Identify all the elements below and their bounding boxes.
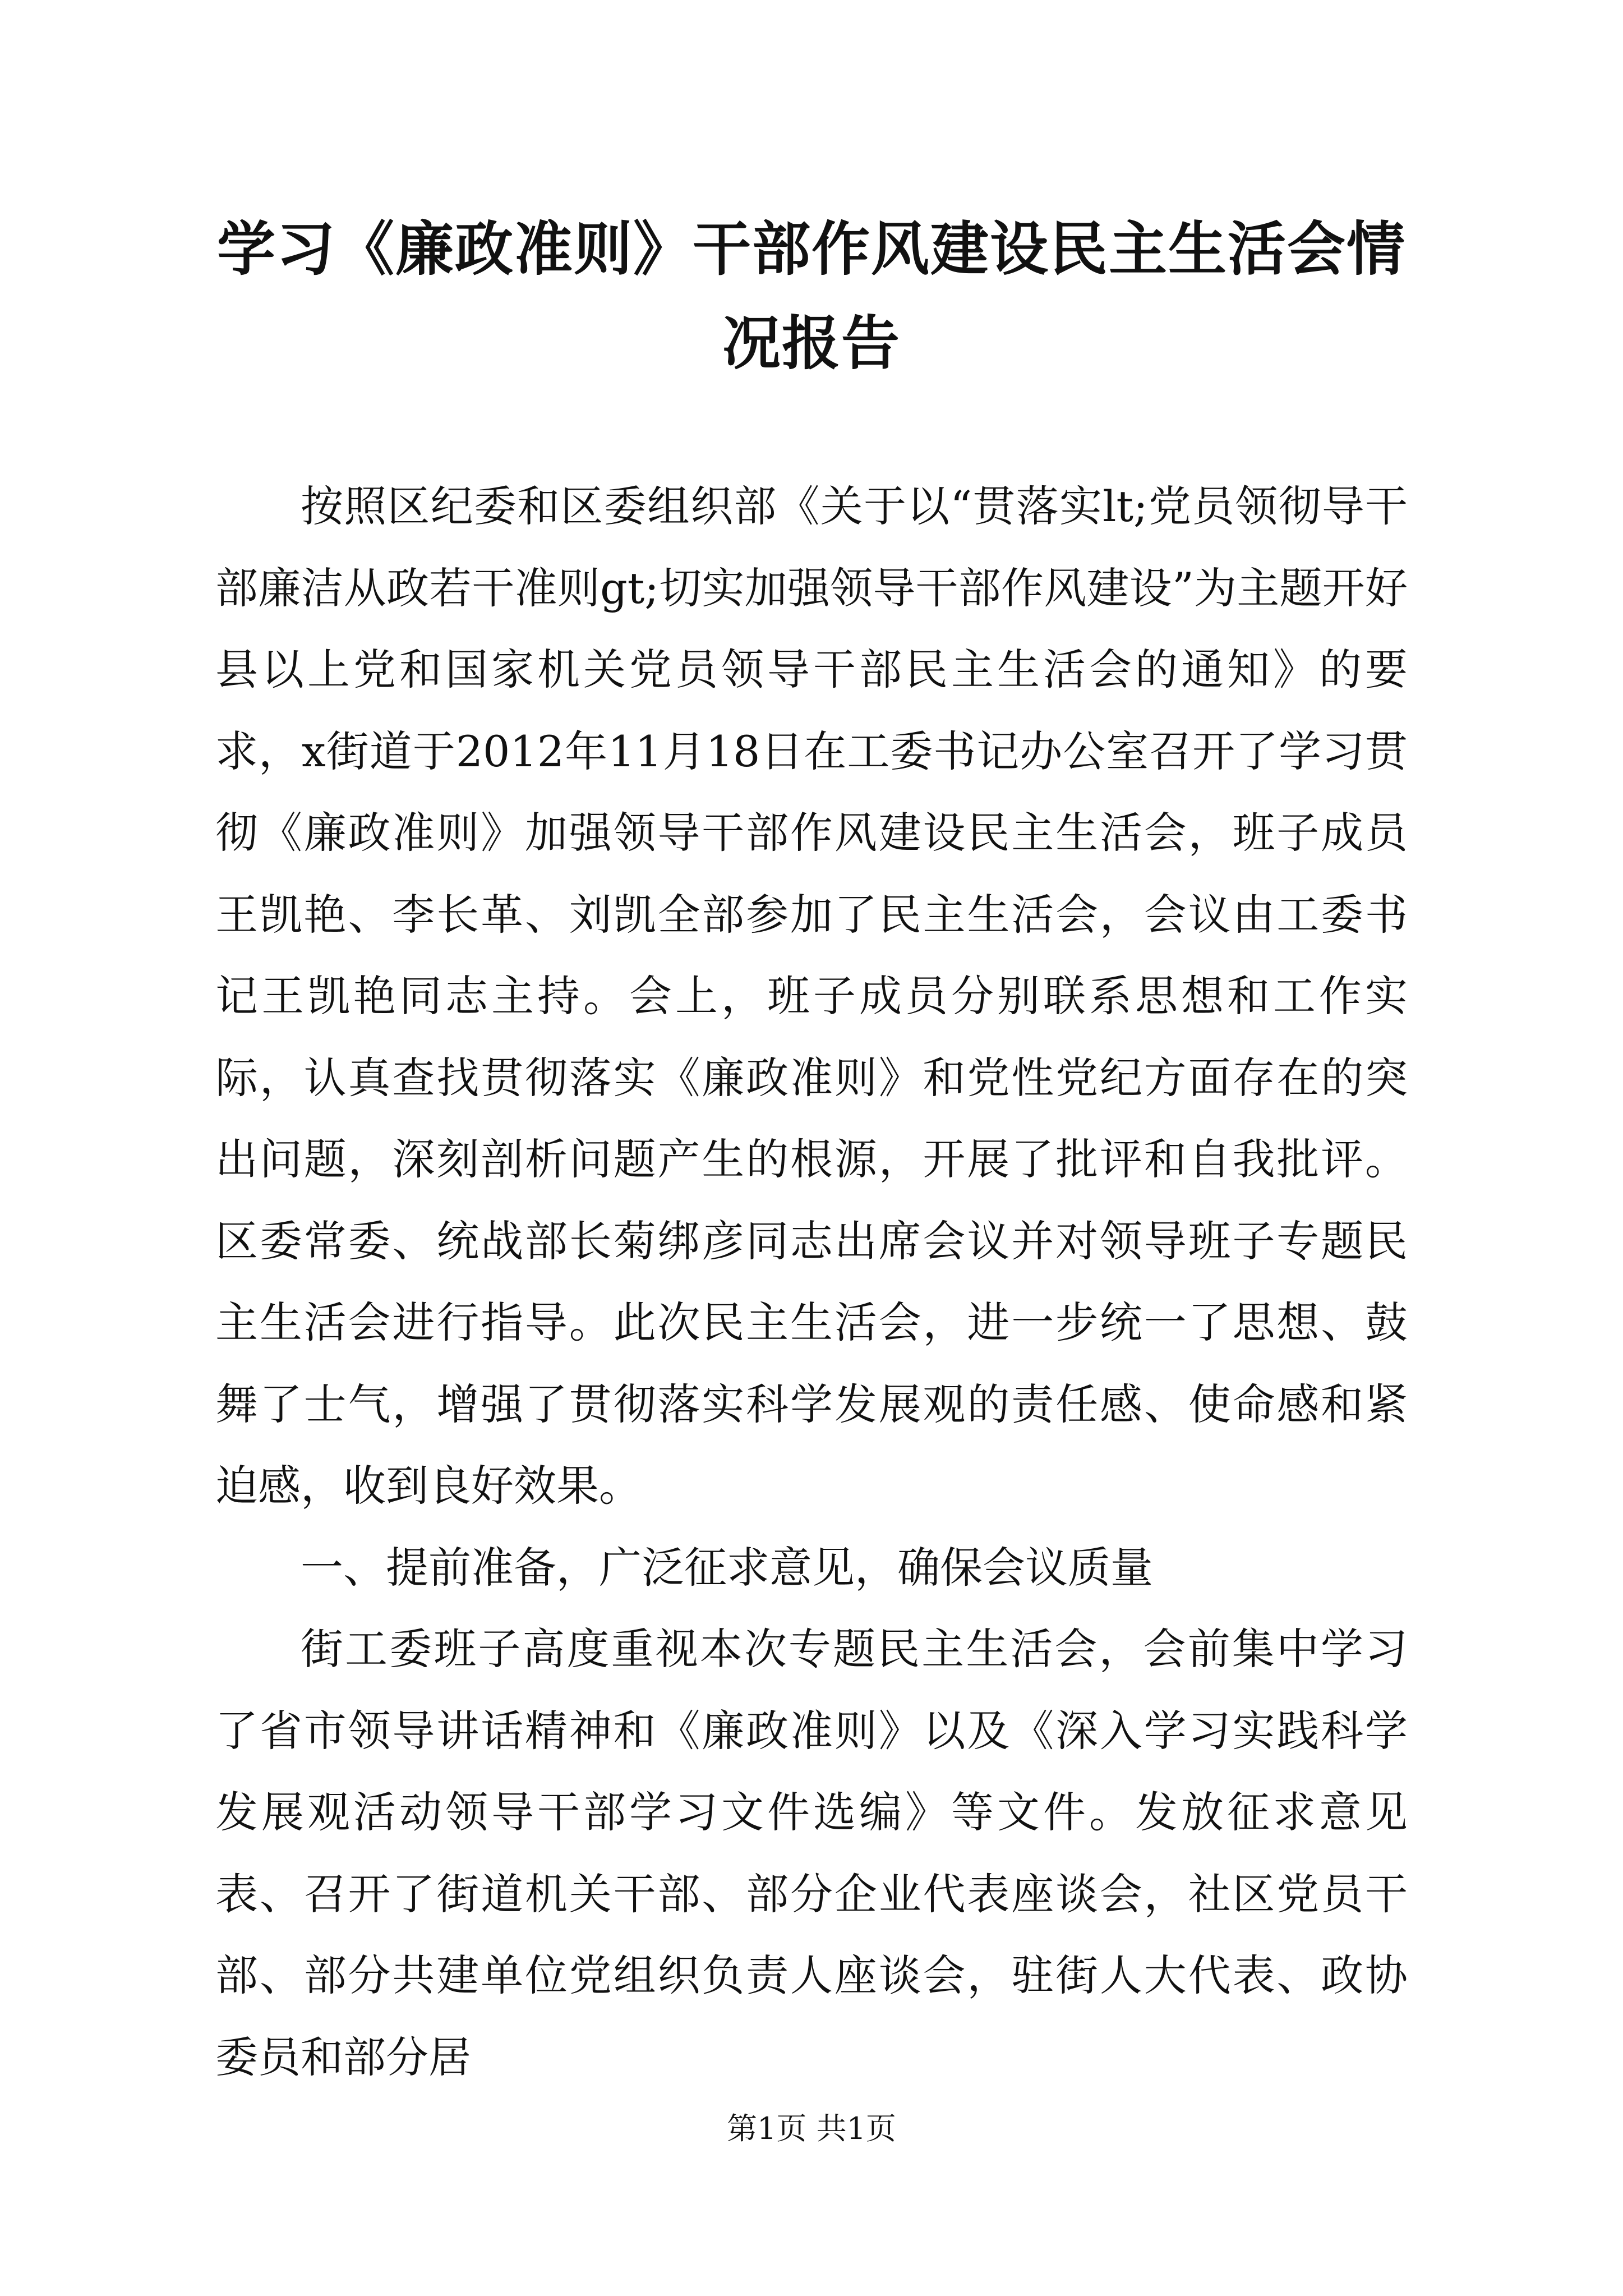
paragraph-intro: 按照区纪委和区委组织部《关于以“贯落实lt;党员领彻导干部廉洁从政若干准则gt;切实加强领导干部作风建设”为主题开好县以上党和国家机关党员领导干部民主生活会的通知》的要求，x街道于2012年11月18日在工委书记办公室召开了学习贯彻《廉政准则》加强领导干部作风建设民主生活会，班子成员王凯艳、李长革、刘凯全部参加了民主生活会，会议由工委书记王凯艳同志主持。会上，班子成员分别联系思想和工作实际，认真查找贯彻落实《廉政准则》和党性党纪方面存在的突出问题，深刻剖析问题产生的根源，开展了批评和自我批评。区委常委、统战部长菊绑彦同志出席会议并对领导班子专题民主生活会进行指导。此次民主生活会，进一步统一了思想、鼓舞了士气，增强了贯彻落实科学发展观的责任感、使命感和紧迫感，收到良好效果。 [215, 481, 1408, 1511]
document-title: 学习《廉政准则》干部作风建设民主生活会情况报告 [216, 214, 1406, 378]
document-body [215, 466, 1408, 2098]
paragraph-section-1: 街工委班子高度重视本次专题民主生活会，会前集中学习了省市领导讲话精神和《廉政准则》以及《深入学习实践科学发展观活动领导干部学习文件选编》等文件。发放征求意见表、召开了街道机关干部、部分企业代表座谈会，社区党员干部、部分共建单位党组织负责人座谈会，驻街人大代表、政协委员和部分居 [215, 1624, 1408, 2082]
section-heading-1: 一、提前准备，广泛征求意见，确保会议质量 [301, 1542, 1153, 1593]
page-footer: 第1页 共1页 [727, 2111, 896, 2146]
